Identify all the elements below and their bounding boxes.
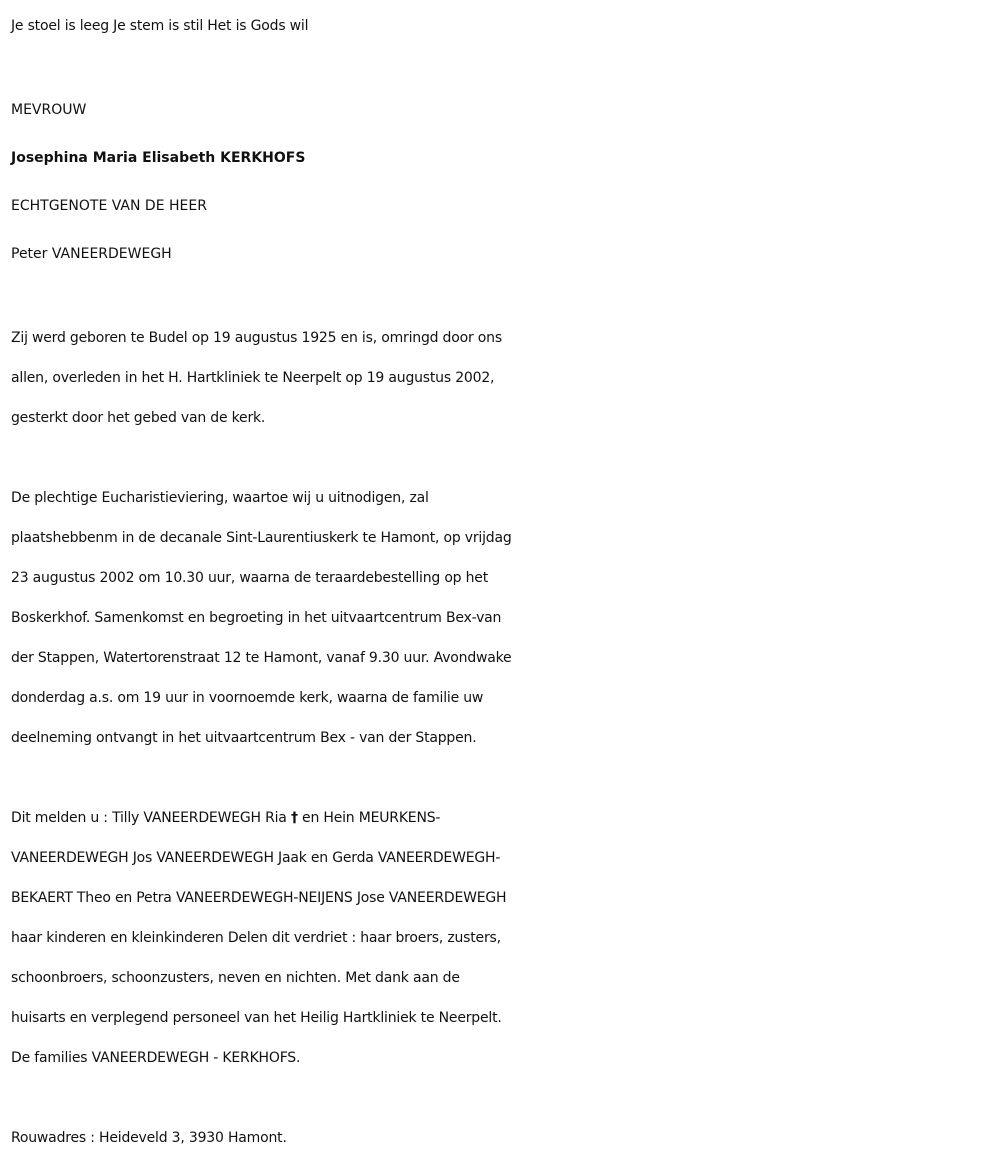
birth-death-paragraph	[11, 318, 996, 438]
spacer	[11, 1078, 996, 1118]
paragraph-line: huisarts en verplegend personeel van het Heilig Hartkliniek te Neerpelt.	[11, 1010, 502, 1026]
paragraph-line: donderdag a.s. om 19 uur in voornoemde kerk, waarna de familie uw	[11, 690, 484, 706]
paragraph-line: der Stappen, Watertorenstraat 12 te Hamont, vanaf 9.30 uur. Avondwake	[11, 650, 512, 666]
paragraph-line: Zij werd geboren te Budel op 19 augustus 1925 en is, omringd door ons	[11, 330, 502, 346]
ceremony-paragraph	[11, 478, 996, 758]
spacer	[11, 278, 996, 318]
title: MEVROUW	[11, 102, 87, 118]
paragraph-line: schoonbroers, schoonzusters, neven en nichten. Met dank aan de	[11, 970, 460, 986]
deceased-name: Josephina Maria Elisabeth KERKHOFS	[11, 150, 306, 166]
paragraph-line: Boskerkhof. Samenkomst en begroeting in het uitvaartcentrum Bex-van	[11, 610, 502, 626]
paragraph-line	[11, 798, 996, 838]
relation: ECHTGENOTE VAN DE HEER	[11, 198, 207, 214]
paragraph-line: BEKAERT Theo en Petra VANEERDEWEGH-NEIJENS Jose VANEERDEWEGH	[11, 890, 507, 906]
paragraph-line: VANEERDEWEGH Jos VANEERDEWEGH Jaak en Gerda VANEERDEWEGH-	[11, 850, 501, 866]
mourning-address: Rouwadres : Heideveld 3, 3930 Hamont.	[11, 1130, 287, 1146]
cross-icon: †	[290, 810, 298, 826]
paragraph-line: De plechtige Eucharistieviering, waartoe wij u uitnodigen, zal	[11, 490, 429, 506]
family-text: en Hein MEURKENS-	[302, 810, 441, 826]
paragraph-line: De families VANEERDEWEGH - KERKHOFS.	[11, 1050, 301, 1066]
spacer	[11, 46, 996, 86]
family-text: Dit melden u : Tilly VANEERDEWEGH Ria	[11, 810, 287, 826]
paragraph-line: haar kinderen en kleinkinderen Delen dit verdriet : haar broers, zusters,	[11, 930, 501, 946]
paragraph-line: plaatshebbenm in de decanale Sint-Laurentiuskerk te Hamont, op vrijdag	[11, 530, 512, 546]
paragraph-line: gesterkt door het gebed van de kerk.	[11, 410, 266, 426]
paragraph-line: deelneming ontvangt in het uitvaartcentrum Bex - van der Stappen.	[11, 730, 477, 746]
obituary-notice	[11, 6, 996, 1158]
motto: Je stoel is leeg Je stem is stil Het is Gods wil	[11, 18, 309, 34]
paragraph-line: 23 augustus 2002 om 10.30 uur, waarna de teraardebestelling op het	[11, 570, 488, 586]
family-paragraph	[11, 798, 996, 1078]
spouse-name: Peter VANEERDEWEGH	[11, 246, 172, 262]
spacer	[11, 438, 996, 478]
paragraph-line: allen, overleden in het H. Hartkliniek te Neerpelt op 19 augustus 2002,	[11, 370, 495, 386]
spacer	[11, 758, 996, 798]
